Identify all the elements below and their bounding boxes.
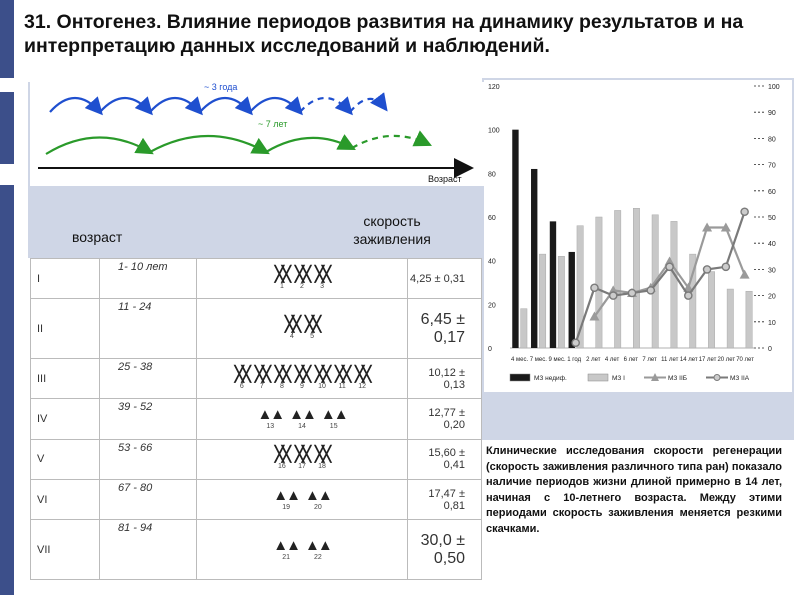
left-axis-tick: 100 [488,127,500,135]
age-range: 53 - 66 [100,439,197,479]
chromosome-pair [273,538,299,562]
chromosome-pair [355,367,369,391]
point-МЗ IIА [685,292,692,299]
chromosome-pair [255,367,269,391]
right-axis-tick: 40 [768,241,776,249]
right-axis-tick: 60 [768,188,776,196]
bar-МЗ I [539,254,545,348]
healing-rate: 12,77 ± 0,20 [408,399,482,439]
chromosome-pairs [197,479,408,519]
bar-МЗ I [746,291,752,348]
table-row [31,299,482,359]
chromosome-glyph: ╳╳ [274,446,289,464]
chromosome-number: 18 [318,463,326,471]
chromosome-pair [275,367,289,391]
chromosome-number: 5 [310,332,314,340]
healing-rate: 30,0 ± 0,50 [408,520,482,580]
category-label: 17 лет [698,357,717,363]
healing-rate: 10,12 ± 0,13 [408,358,482,398]
table-row [31,479,482,519]
chromosome-pair [305,488,331,512]
point-МЗ IIА [703,266,710,273]
explanation-text: Клинические исследования скорости регенерации (скорость заживления различного типа ран) показало наличие периодов жизни длиной примерно в 14 лет, начиная с 10-летнего возраста. Между этими периодами скорость заживления меняется резкими скачками. [486,445,782,535]
chromosome-glyph: ▲▲ [273,536,299,554]
bar-МЗ I [671,221,677,348]
chromosome-glyph: ╳╳ [315,265,330,283]
chromosome-pair [275,447,289,471]
legend-label: МЗ недиф. [534,375,567,382]
age-range: 81 - 94 [100,520,197,580]
table-row [31,520,482,580]
right-axis-tick: 70 [768,162,776,170]
chromosome-glyph: ╳╳ [274,365,289,383]
category-label: 9 мес. [548,357,566,363]
right-axis-tick: 80 [768,136,776,144]
healing-rate: 6,45 ± 0,17 [408,299,482,359]
chromosome-pairs [197,520,408,580]
category-label: 4 лет [604,357,620,363]
chromosome-number: 16 [278,463,286,471]
chromosome-pair [295,367,309,391]
category-label: 11 лет [661,357,679,363]
age-column-header: возраст [72,229,123,245]
table-row [31,358,482,398]
chromosome-number: 15 [329,422,338,430]
age-group-numeral: III [31,358,100,398]
category-label: 70 лет [736,357,754,363]
left-axis-tick: 80 [488,171,496,179]
age-range: 11 - 24 [100,299,197,359]
point-МЗ IIА [628,289,635,296]
chromosome-pair [315,367,329,391]
age-range: 1- 10 лет [100,259,197,299]
chromosome-number: 9 [300,382,304,390]
right-axis-tick: 0 [768,346,772,353]
chromosome-number: 20 [313,503,322,511]
chromosome-pair [273,488,299,512]
legend-label: МЗ I [612,375,625,382]
chromosome-glyph: ╳╳ [294,446,310,464]
table-row [31,439,482,479]
point-МЗ IIА [722,263,729,270]
right-axis-tick: 30 [768,267,776,275]
chromosome-glyph: ▲▲ [257,405,284,423]
chromosome-glyph: ▲▲ [273,486,299,504]
age-group-numeral: VI [31,479,100,519]
category-label: 20 лет [717,357,736,363]
chromosome-pair [295,447,309,471]
legend-label: МЗ IIБ [668,375,688,382]
chromosome-pair [257,407,283,431]
speed-column-header: скорость заживления [353,213,431,247]
chromosome-number: 6 [239,382,244,390]
age-group-numeral: VII [31,520,100,580]
development-chart [484,80,792,392]
chromosome-number: 2 [300,282,304,290]
category-label: 7 лет [642,357,657,363]
chromosome-pair [315,267,329,291]
chromosome-pair [321,407,347,431]
ontogenesis-table [30,258,482,580]
table-row [31,399,482,439]
timeline-diagram [30,82,484,186]
category-label: 4 мес. [511,357,529,363]
left-axis-tick: 20 [488,302,496,310]
age-range: 39 - 52 [100,399,197,439]
bar-МЗ недиф. [569,252,575,348]
chromosome-glyph: ╳╳ [315,365,330,383]
chromosome-number: 13 [266,422,275,430]
chromosome-pairs [197,439,408,479]
sidebar-accent-bar [0,185,14,595]
healing-rate: 4,25 ± 0,31 [408,259,482,299]
chromosome-glyph: ▲▲ [305,536,331,554]
bar-МЗ I [727,289,733,348]
blue-period-label: ~ 3 года [204,82,238,92]
chromosome-number: 3 [320,282,325,290]
healing-rate: 17,47 ± 0,81 [408,479,482,519]
chromosome-glyph: ╳╳ [274,265,289,283]
chromosome-number: 10 [318,382,326,390]
bar-МЗ I [708,272,714,348]
table-row [31,259,482,299]
chromosome-glyph: ╳╳ [355,365,370,383]
chromosome-glyph: ╳╳ [305,315,320,333]
category-label: 14 лет [679,357,698,363]
bar-МЗ недиф. [550,221,556,348]
chromosome-pair [285,317,299,341]
bar-МЗ недиф. [512,130,518,348]
chromosome-pair [289,407,315,431]
category-label: 2 лет [586,357,601,363]
age-range: 67 - 80 [100,479,197,519]
chromosome-number: 17 [298,463,306,471]
age-group-numeral: II [31,299,100,359]
chromosome-glyph: ▲▲ [320,405,347,423]
chromosome-number: 8 [279,382,284,390]
point-МЗ IIА [610,292,617,299]
chromosome-number: 11 [338,382,346,390]
chromosome-pair [235,367,249,391]
chromosome-pair [335,367,349,391]
chromosome-pairs [197,299,408,359]
chromosome-glyph: ╳╳ [315,446,330,464]
chromosome-number: 21 [282,553,291,561]
point-МЗ IIА [741,208,748,215]
category-label: 6 лет [623,357,639,363]
bar-МЗ I [614,210,620,348]
chromosome-pairs [197,399,408,439]
chromosome-glyph: ▲▲ [305,486,331,504]
legend-swatch [510,374,530,381]
point-МЗ IIА [591,284,598,291]
healing-rate: 15,60 ± 0,41 [408,439,482,479]
legend-label: МЗ IIА [730,375,750,382]
chromosome-glyph: ╳╳ [254,365,269,383]
left-axis-tick: 60 [488,215,496,222]
right-axis-tick: 100 [768,84,780,91]
chromosome-pair [295,267,309,291]
right-axis-tick: 20 [768,293,776,301]
chromosome-number: 22 [313,553,322,561]
left-axis-tick: 120 [488,84,500,91]
sidebar-accent-bar [0,0,14,78]
chromosome-number: 12 [358,382,367,390]
legend-swatch [588,374,608,381]
right-axis-tick: 50 [768,215,776,222]
chromosome-glyph: ╳╳ [284,315,299,333]
bar-МЗ недиф. [531,169,537,348]
legend-marker [714,375,720,381]
chromosome-number: 4 [290,332,294,340]
chromosome-pair [275,267,289,291]
bar-МЗ I [558,256,564,348]
chromosome-glyph: ▲▲ [289,405,315,423]
chromosome-glyph: ╳╳ [294,365,310,383]
point-МЗ IIА [647,287,654,294]
chromosome-pair [305,317,319,341]
chromosome-number: 19 [282,503,291,511]
age-group-numeral: I [31,259,100,299]
bar-МЗ I [521,309,527,348]
age-range: 25 - 38 [100,358,197,398]
chromosome-pairs [197,259,408,299]
category-label: 7 мес. [529,357,547,363]
chromosome-number: 7 [259,382,264,390]
left-axis-tick: 40 [488,258,496,266]
right-axis-tick: 10 [768,319,776,327]
left-axis-tick: 0 [488,346,492,353]
chromosome-number: 14 [298,422,306,430]
chromosome-pair [315,447,329,471]
age-axis-label: Возраст [428,174,462,184]
chromosome-number: 1 [279,282,284,290]
right-axis-tick: 90 [768,110,776,118]
point-МЗ IIА [572,339,579,346]
chromosome-glyph: ╳╳ [335,365,350,383]
bar-МЗ I [633,208,639,348]
bar-МЗ I [596,217,602,348]
age-group-numeral: IV [31,399,100,439]
sidebar-accent-bar [0,92,14,164]
chromosome-glyph: ╳╳ [294,265,310,283]
point-МЗ IIА [666,263,673,270]
age-group-numeral: V [31,439,100,479]
category-label: 1 год [567,357,582,363]
chromosome-pair [305,538,331,562]
chromosome-pairs [197,358,408,398]
green-period-label: ~ 7 лет [258,119,288,129]
chromosome-glyph: ╳╳ [234,365,249,383]
page-title: 31. Онтогенез. Влияние периодов развития на динамику результатов и на интерпретацию данных исследований и наблюдений. [24,11,744,57]
